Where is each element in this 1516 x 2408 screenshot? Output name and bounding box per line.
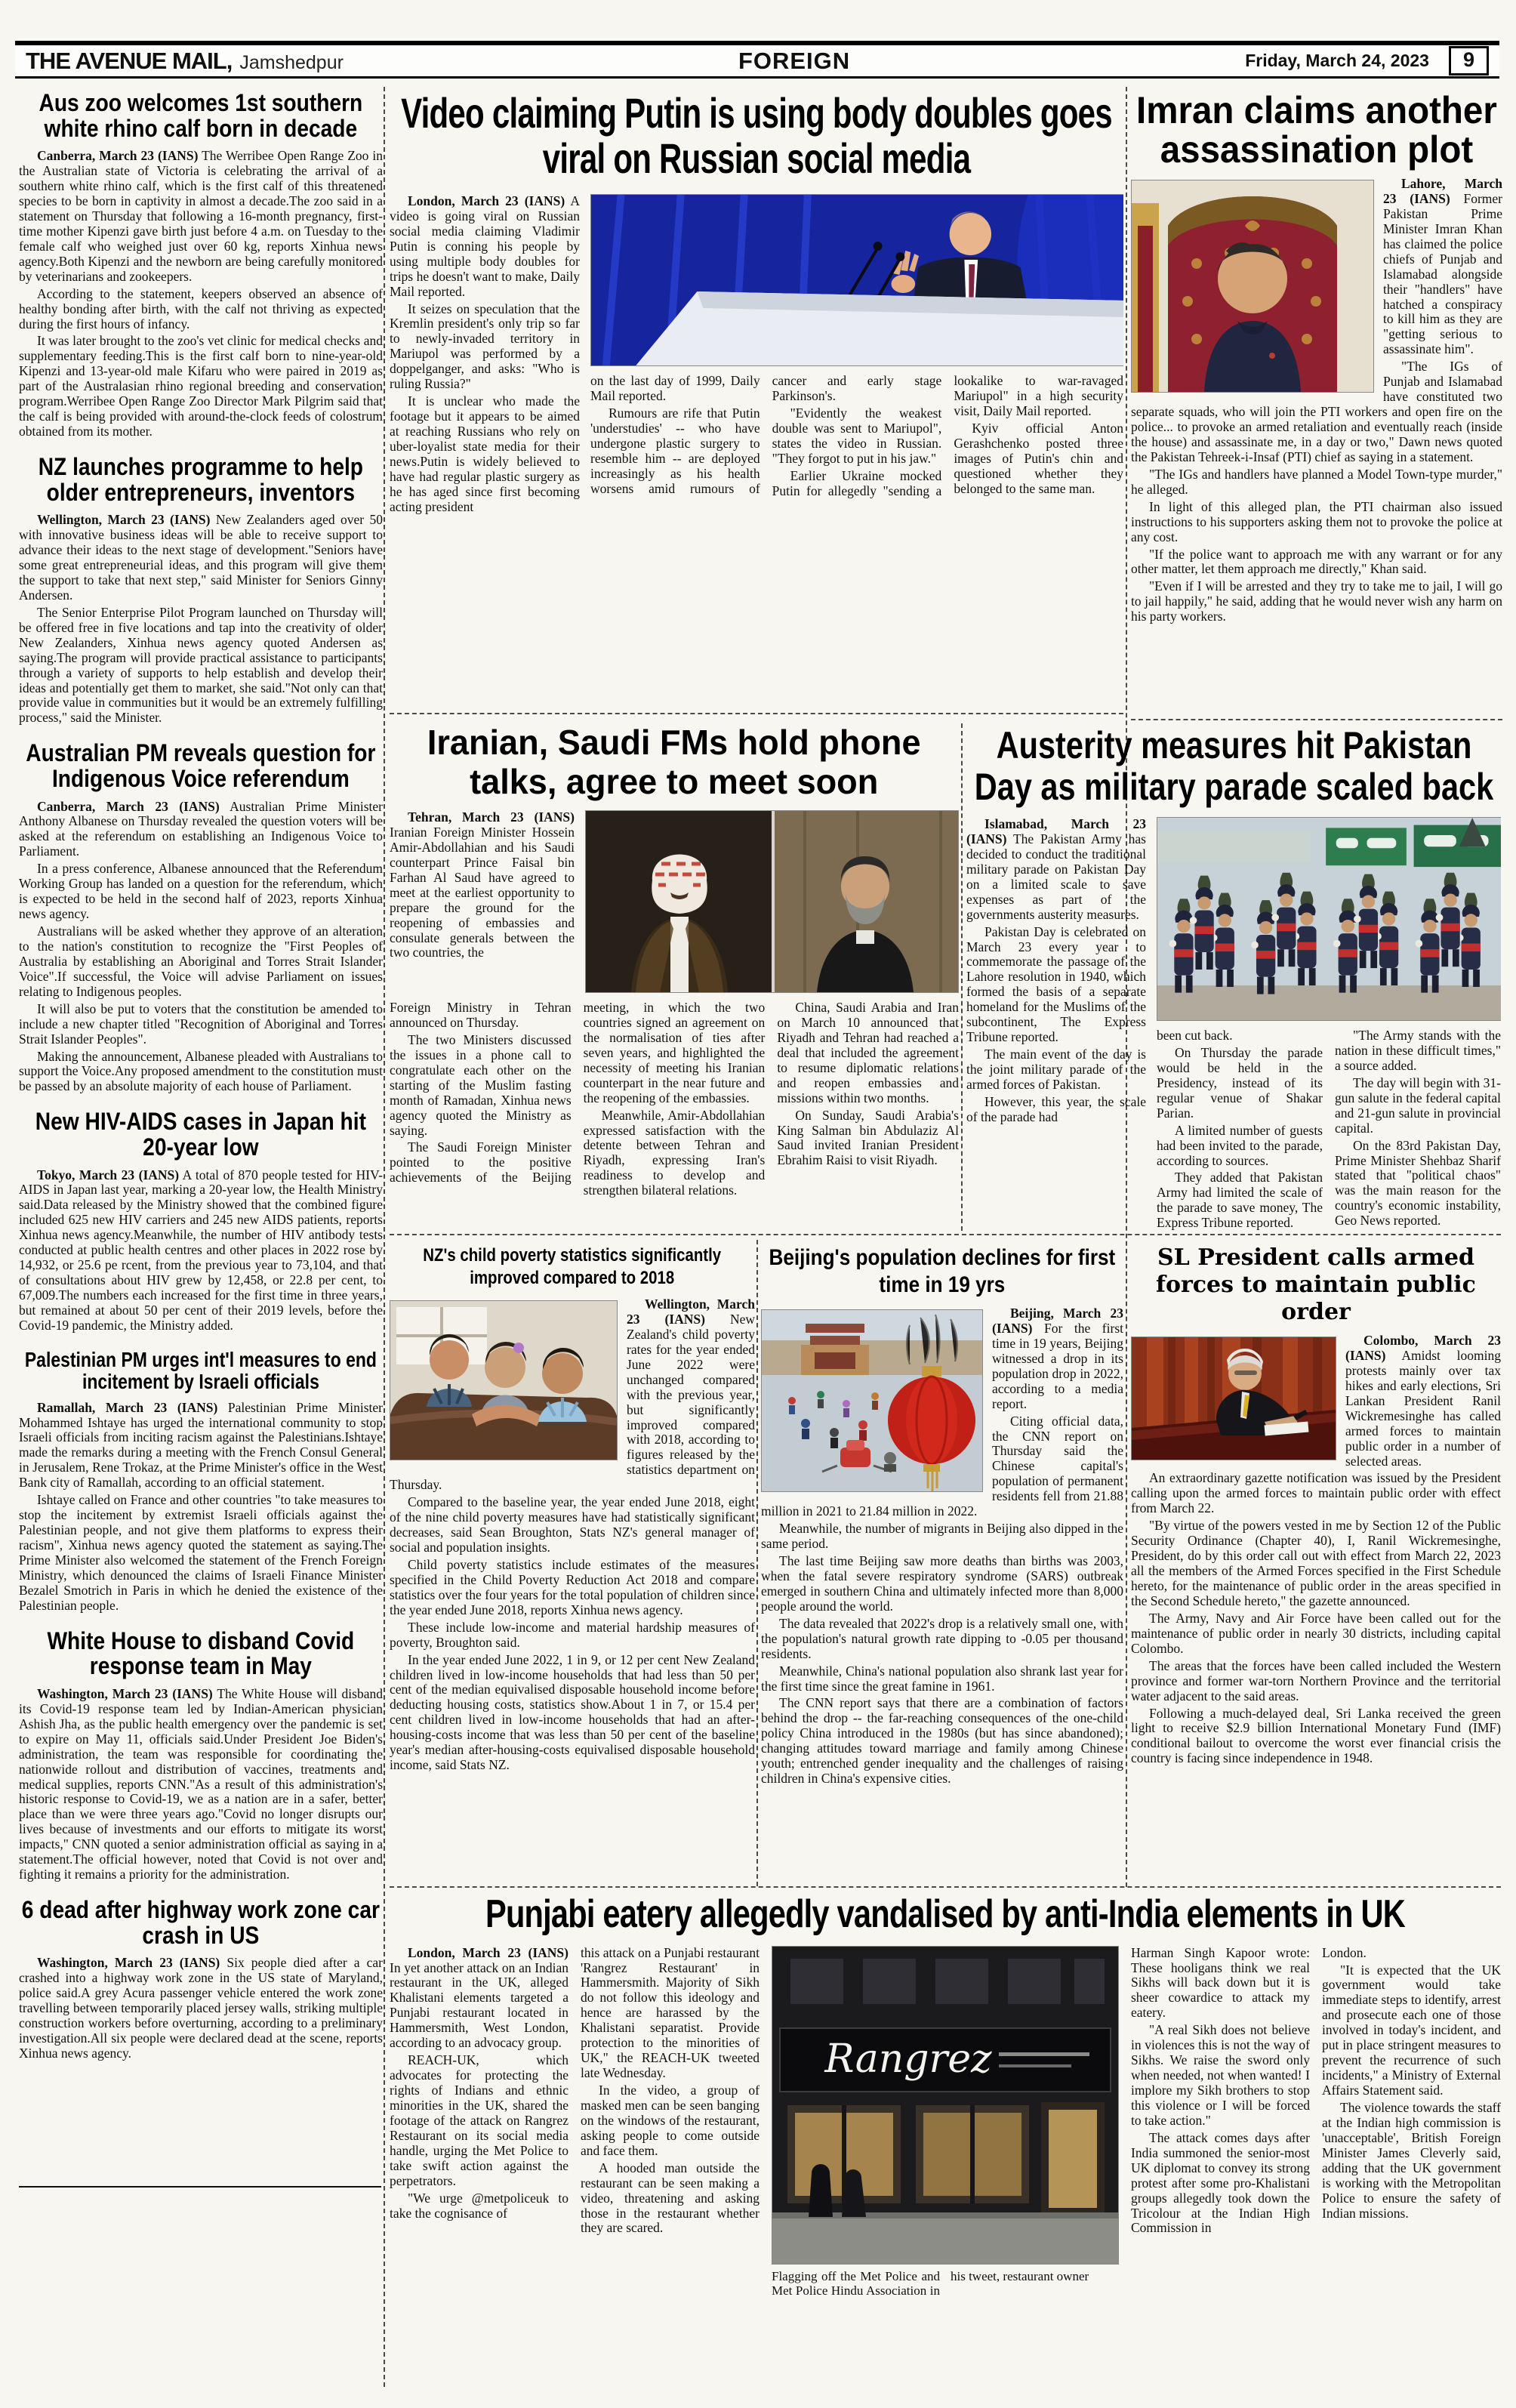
article-nz-programme (19, 455, 383, 726)
body-text: A total of 870 people tested for HIV-AIDS in Japan last year, marking a 20-year low, the Health Ministry said.Data released by the Ministry showed that the combined figure included 625 new HIV carriers and 245 new AIDS patients, reports Xinhua news agency.Meanwhile, the number of HIV antibody tests conducted at public health centres and other places in 2022 rose by 14,932, or 25.6 pe rcent, from the previous year to 73,104, and that of consultations about HIV grew by 12,458, or 22.8 per cent, to 67,009.The numbers each increased for the first time in three years, but remained at about 50 per cent of their 2019 levels, before the Covid-19 pandemic, the Ministry added. (19, 1167, 383, 1333)
section-separator (390, 1886, 1501, 1888)
body-paragraph: China, Saudi Arabia and Iran on March 10 announced that Riyadh and Tehran had reached a deal that included the agreement to resume diplomatic relations and reopen embassies and missions within two months. (777, 1000, 959, 1105)
body-text: The Pakistan Army has decided to conduct the traditional military parade on Pakistan Day on a limited scale to save expenses as part of the governments austerity measures. (966, 831, 1146, 922)
punjabi-col1 (390, 1946, 568, 2224)
article-white-house (19, 1626, 383, 1882)
dateline: Washington, March 23 (IANS) (37, 1685, 213, 1701)
body-paragraph: The violence towards the staff at the Indian high commission is 'unacceptable', British Foreign Minister James Cleverly said, adding that the UK government is working with the Metropolitan Police to ensure the safety of Indian missions. (1322, 2099, 1501, 2221)
body-paragraph (19, 1687, 383, 1882)
body-paragraph: On Sunday, Saudi Arabia's King Salman bin Abdulaziz Al Saud invited Iranian President Ebrahim Raisi to visit Riyadh. (777, 1107, 959, 1168)
headline: Video claiming Putin is using body doubles goes viral on Russian social media (401, 89, 1112, 183)
headline: Beijing's population declines for first time in 19 yrs (769, 1245, 1116, 1297)
body-paragraph: It seizes on speculation that the Kremlin president's only trip so far to newly-invaded territory in Mariupol was performed by a doppelganger, and asks: "Who is ruling Russia?" (390, 301, 580, 392)
body-paragraph: "By virtue of the powers vested in me by Section 12 of the Public Security Ordinance (Chapter 40), I, Ranil Wickremesinghe, President, do by this order call out with effect from March 22, 2023 all the members of the Armed Forces specified in the First Schedule hereto, for the maintenance of public order in the areas specified in the Second Schedule hereto," the gazette announced. (1131, 1518, 1501, 1608)
iran-continuation-columns (390, 1001, 959, 1198)
body-paragraph (966, 817, 1146, 923)
paper-name: THE AVENUE MAIL, (26, 47, 233, 74)
body-paragraph: The CNN report says that there are a combination of factors behind the drop -- the far-reaching consequences of the one-child policy China introduced in the 1980s (but has since abandoned); changing attitudes toward marriage and family among Chinese youth; entrenched gender inequality and the challenges of raising children in China's expensive cities. (761, 1695, 1123, 1787)
austerity-lead-column (966, 817, 1146, 1127)
dateline: Canberra, March 23 (IANS) (37, 798, 220, 814)
body-text: Six people died after a car crashed into a highway work zone in the US state of Maryland, police said.A grey Acura passenger vehicle entered the work zone travelling between temporarily placed jersey walls, striking multiple construction workers before overturning, according to a preliminary investigation.All six people were declared dead at the scene, reports Xinhua news agency. (19, 1955, 383, 2061)
headline: New HIV-AIDS cases in Japan hit 20-year low (35, 1108, 367, 1161)
article-imran-plot (1131, 89, 1502, 717)
body-paragraph: In the video, a group of masked men can be seen banging on the windows of the restaurant, asking people to come outside and face them. (581, 2083, 760, 2158)
body-text: A video is going viral on Russian social media claiming Vladimir Putin is conning his people by using multiple body doubles for trips he doesn't want to make, Daily Mail reported. (390, 193, 580, 299)
rangrez-restaurant-photo (772, 1946, 1119, 2265)
body-paragraph: It will also be put to voters that the constitution be amended to include a new chapter titled "Recognition of Aboriginal and Torres Strait Islander Peoples". (19, 1001, 383, 1047)
body-text: Amidst looming protests mainly over tax hikes and early elections, Sri Lankan President Ranil Wickremesinghe has called armed forces to maintain public order in a number of selected areas. (1345, 1347, 1501, 1469)
body-paragraph (19, 800, 383, 860)
body-paragraph: Compared to the baseline year, the year ended June 2018, eight of the nine child poverty measures have had statistically significant decreases, said Sean Broughton, Stats NZ's general manager of social and population insights. (390, 1494, 755, 1555)
dateline: Tehran, March 23 (IANS) (408, 809, 575, 825)
body-paragraph: London. (1322, 1944, 1367, 1960)
body-paragraph (390, 1946, 568, 2052)
body-paragraph: "The IGs and handlers have planned a Model Town-type murder," he alleged. (1131, 466, 1502, 497)
headline: Aus zoo welcomes 1st southern white rhino calf born in decade (39, 89, 363, 142)
headline: NZ's child poverty statistics significantly improved compared to 2018 (423, 1245, 722, 1288)
body-paragraph: Earlier Ukraine mocked Putin for allegedly "sending a lookalike to war-ravaged Mariupol" in a high security visit, Daily Mail reported. (772, 372, 1123, 498)
body-text: Former Pakistan Prime Minister Imran Khan has claimed the police chiefs of Punjab and Islamabad alongside their "handlers" have hatched a conspiracy to kill him as they are "getting serious to assassinate him". (1383, 190, 1502, 357)
body-paragraph: These include low-income and material hardship measures of poverty, Broughton said. (390, 1619, 755, 1650)
headline: Australian PM reveals question for Indigenous Voice referendum (26, 739, 376, 792)
article-aus-zoo (19, 91, 383, 439)
headline: NZ launches programme to help older entrepreneurs, inventors (38, 453, 364, 506)
body-paragraph: on the last day of 1999, Daily Mail reported. (590, 372, 760, 403)
putin-continuation-columns (590, 374, 1123, 499)
article-punjabi-eatery (390, 1892, 1501, 2391)
body-paragraph: "If the police want to approach me with any warrant or for any other matter, let them approach me directly," Khan said. (1131, 546, 1502, 577)
body-paragraph: The Senior Enterprise Pilot Program launched on Thursday will be offered free in five locations and tap into the creativity of older New Zealanders, Xinhua news agency quoted Andersen as saying.The program will provide practical assistance to participants through a variety of supports to help establish and develop their ideas and potentially get them to market, she said."Not only can that provide value in communities but it would be an extremely fulfilling process," said the Minister. (19, 604, 383, 726)
body-paragraph: The two Ministers discussed the issues in a phone call to congratulate each other on the starting of the Muslim fasting month of Ramadan, Xinhua news agency quoted the Ministry as saying. (390, 1031, 572, 1138)
punjabi-col2 (581, 1946, 760, 2239)
article-highway-crash (19, 1898, 383, 2061)
column-separator (961, 723, 963, 1231)
body-paragraph: In the year ended June 2022, 1 in 9, or 12 per cent New Zealand children lived in low-income households that had less than 50 per cent of the median equivalised disposable household income before deducting housing costs, statistics show.About 1 in 7, or 15.4 per cent children lived in low-income households that had an after-housing-costs income that was less than 50 per cent of the baseline year's median after-housing-costs equivalised disposable household income, said Stats NZ. (390, 1651, 755, 1773)
body-paragraph: The Saudi Foreign Minister pointed to the positive achievements of the Beijing meeting, in which the two countries signed an agreement on the normalisation of ties after seven years, and highlighted the necessity of meeting his Iranian counterpart in the near future and the reopening of the embassies. (390, 1000, 766, 1186)
body-paragraph: Making the announcement, Albanese pleaded with Australians to support the Voice.Any proposed amendment to the constitution must be passed by an absolute majority of each house of Parliament. (19, 1048, 383, 1094)
body-paragraph: "The IGs of Punjab and Islamabad have constituted two separate squads, who will join the PTI workers and open fire on the police... to provoke an armed retaliation and eventually reach (inside the house) and assassinate me, in a day or two," Dawn news quoted the Pakistan Tehreek-i-Insaf (PTI) chief as saying in a statement. (1131, 359, 1502, 464)
headline: Palestinian PM urges int'l measures to end incitement by Israeli officials (24, 1347, 377, 1394)
body-text: Iranian Foreign Minister Hossein Amir-Abdollahian and his Saudi counterpart Prince Faisal bin Farhan Al Saud have agreed to meet at the earliest opportunity to prepare the ground for the reopening of embassies and consulate generals between the two countries, the (390, 824, 575, 960)
putin-lead-column (390, 194, 580, 517)
page-header (15, 41, 1499, 79)
punjabi-article-columns (390, 1946, 1501, 2311)
body-text: Australian Prime Minister Anthony Albanese on Thursday revealed the question voters will be asked at the referendum on establishing an Indigenous Voice to Parliament. (19, 798, 383, 859)
putin-photo-column (590, 194, 1123, 499)
body-paragraph: On Thursday the parade would be held in the Presidency, instead of its regular venue of Shakar Parian. (1157, 1044, 1323, 1121)
iran-lead-column (390, 810, 575, 963)
body-paragraph (19, 149, 383, 284)
masthead-left (26, 48, 344, 75)
article-palestinian-pm (19, 1349, 383, 1614)
article-nz-child-poverty (390, 1243, 755, 1883)
masthead-right (1245, 46, 1489, 76)
headline: Punjabi eatery allegedly vandalised by anti-India elements in UK (485, 1892, 1405, 1936)
page-number: 9 (1449, 46, 1489, 76)
article-australian-pm (19, 741, 383, 1094)
body-paragraph: The last time Beijing saw more deaths than births was 2003, when the fatal severe respiratory syndrome (SARS) outbreak emerged in southern China and ultimately infected more than 8,000 people around the world. (761, 1553, 1123, 1614)
dateline: Ramallah, March 23 (IANS) (37, 1399, 218, 1415)
body-paragraph: Rumours are rife that Putin 'understudies' -- who have undergone plastic surgery to resemble him -- are deployed increasingly as his health worsens amid rumours of cancer and early stage Parkinson's. (590, 372, 942, 496)
punjabi-photo-block (772, 1946, 1119, 2311)
nz-poverty-body (390, 1297, 755, 1773)
article-hiv-japan (19, 1109, 383, 1333)
body-paragraph: It was later brought to the zoo's vet clinic for medical checks and supplementary feeding.This is the first calf born to nine-year-old Kipenzi and 13-year-old male Kifaru who were paired in 2019 as part of the Australasian rhino regional breeding and conservation program.Werribee Open Range Zoo Director Mark Pilgrim said that the calf is being provided with around-the-clock feeds of colostrum obtained from its mother. (19, 333, 383, 439)
headline: White House to disband Covid response team in May (47, 1626, 355, 1680)
column-separator (756, 1240, 758, 1886)
putin-speech-photo (590, 194, 1123, 366)
body-paragraph: Child poverty statistics include estimates of the measures specified in the Child Poverty Reduction Act 2018 and compare statistics over the four years for the total population of children since the year ended June 2018, reports Xinhua news agency. (390, 1556, 755, 1617)
body-paragraph: Ishtaye called on France and other countries "to take measures to stop the incitement by extremist Israeli officials against the Palestinian people, and not give them platforms to express their racism", Xinhua news agency quoted the statement as saying.The Prime Minister also welcomed the statement of the French Foreign Ministry, which denounced the claims of Israeli Finance Minister Bezalel Smotrich in Paris in which he denied the existence of the Palestinian people. (19, 1492, 383, 1613)
imran-article-body (1131, 177, 1502, 624)
punjabi-col5 (1322, 1946, 1501, 2224)
body-paragraph: Meanwhile, China's national population also shrank last year for the first time since the great famine in 1961. (761, 1663, 1123, 1694)
body-text: Palestinian Prime Minister Mohammed Ishtaye has urged the international community to stop Israeli officials from inciting racism against the Palestinians.Ishtaye made the remarks during a meeting with the French Consul General in Jerusalem, Rene Trokaz, at the Prime Minister's office in the West Bank city of Ramallah, according to an official statement. (19, 1399, 383, 1491)
body-paragraph: Following a much-delayed deal, Sri Lanka received the green light to receive $2.9 billion International Monetary Fund (IMF) conditional bailout to overcome the worst ever financial crisis the country is facing since independence in 1948. (1131, 1705, 1501, 1766)
left-column (19, 89, 383, 2185)
beijing-body (761, 1306, 1123, 1787)
body-paragraph: A limited number of guests had been invited to the parade, according to sources. (1157, 1122, 1323, 1168)
body-paragraph: "Even if I will be arrested and they try to take me to jail, I will go to jail happily," he said, adding that he would never wish any harm on his party workers. (1131, 578, 1502, 624)
dateline: Lahore, March 23 (IANS) (1383, 176, 1502, 206)
column-separator (384, 87, 385, 2387)
body-paragraph: "The Army stands with the nation in these difficult times," a source added. (1335, 1028, 1501, 1073)
body-paragraph (19, 1168, 383, 1333)
body-paragraph: In light of this alleged plan, the PTI chairman also issued instructions to his supporters asking them not to provoke the police at any cost. (1131, 498, 1502, 544)
rangrez-sign-text: Rangrez (824, 2036, 992, 2082)
headline: SL President calls armed forces to maintain public order (1156, 1244, 1476, 1325)
body-paragraph: "A real Sikh does not believe in violences this is not the way of Sikhs. We raise the sword only when needed, not when wanted! I implore my Sikh brothers to stop this violence or I will be forced to take action." (1131, 2022, 1310, 2128)
putin-article-layout (390, 194, 1123, 517)
body-paragraph (19, 1956, 383, 2061)
dateline: Wellington, March 23 (IANS) (627, 1296, 755, 1327)
dateline: Colombo, March 23 (IANS) (1345, 1333, 1501, 1363)
iran-saudi-fms-photo (585, 810, 959, 993)
headline: Iranian, Saudi FMs hold phone talks, agree to meet soon (427, 723, 921, 801)
sl-body (1131, 1333, 1501, 1766)
austerity-photo-column (1157, 817, 1501, 1231)
body-text: For the first time in 19 years, Beijing witnessed a drop in its population drop in 2022, according to a media report. (992, 1320, 1123, 1411)
body-text: The White House will disband its Covid-19 response team led by Indian-American physician Ashish Jha, as the public health emergency over the pandemic is set to expire on May 11, officials said.Under President Joe Biden's administration, the team was responsible for coordinating the nationwide rollout and distribution of vaccines, treatments and medical supplies, reports CNN."As a result of this administration's historic response to Covid-19, we as a nation are in a safer, better place than we were three years ago."Covid no longer disrupts our lives because of investments and our efforts to mitigate its worst impacts," CNN quoted a senior administration official as saying in a statement.The official however, noted that Covid is not over and fighting it remains a priority for the administration. (19, 1685, 383, 1882)
body-paragraph: The Army, Navy and Air Force have been called out for the maintenance of public order in nearly 30 districts, including capital Colombo. (1131, 1610, 1501, 1656)
nz-children-photo (390, 1300, 618, 1460)
body-paragraph: It is unclear who made the footage but it appears to be aimed at reaching Russians who rely on uber-loyalist state media for their news.Putin is widely believed to have had regular plastic surgery as he has aged since first becoming acting president (390, 393, 580, 514)
body-paragraph: The attack comes days after India summoned the senior-most UK diplomat to convey its strong protest after some pro-Khalistani groups allegedly took down the Tricolour at the Indian High Commission in (1131, 2129, 1310, 2236)
body-paragraph: "It is expected that the UK government would take immediate steps to identify, arrest and prosecute each one of those involved in today's incident, and put in place stringent measures to prevent the recurrence of such incidents," a Ministry of External Affairs Statement said. (1322, 1962, 1501, 2098)
body-paragraph: REACH-UK, which advocates for protecting the rights of Indians and ethnic minorities in the UK, shared the footage of the attack on Rangrez Restaurant on its social media handle, urging the Met Police to take swift action against the perpetrators. (390, 2052, 568, 2188)
dateline: Islamabad, March 23 (IANS) (966, 816, 1146, 846)
headline: Imran claims another assassination plot (1136, 89, 1497, 171)
body-paragraph (19, 1401, 383, 1491)
imran-khan-photo (1131, 180, 1374, 393)
body-paragraph: However, this year, the scale of the parade had (966, 1093, 1146, 1124)
dateline: Tokyo, March 23 (IANS) (37, 1167, 180, 1182)
body-paragraph: On the 83rd Pakistan Day, Prime Minister Shehbaz Sharif stated that "political chaos" was the main reason for the country's economic instability, Geo News reported. (1335, 1137, 1501, 1229)
body-paragraph: Meanwhile, the number of migrants in Beijing also dipped in the same period. (761, 1521, 1123, 1552)
austerity-article-layout (966, 817, 1501, 1231)
body-paragraph (390, 810, 575, 960)
body-paragraph: They added that Pakistan Army had limited the scale of the parade to save money, The Express Tribune reported. (1157, 1170, 1323, 1231)
dateline: Washington, March 23 (IANS) (37, 1955, 220, 1971)
body-text: New Zealand's child poverty rates for the year ended June 2022 were unchanged compared with the previous year, but significantly improved compared with 2018, according to figures released by the statistics department on Thursday. (390, 1311, 755, 1493)
body-paragraph: The main event of the day is the joint military parade of the armed forces of Pakistan. (966, 1047, 1146, 1092)
body-paragraph: "We urge @metpoliceuk to take the cognisance of (390, 2190, 568, 2221)
article-sl-president (1131, 1243, 1501, 1883)
article-iran-saudi-fms (390, 722, 959, 1231)
article-beijing-population (761, 1243, 1123, 1883)
article-putin-body-doubles (390, 89, 1123, 711)
body-paragraph: According to the statement, keepers observed an absence of healthy bonding after birth, with the calf not thriving as expected during the first hours of infancy. (19, 285, 383, 331)
section-separator (390, 713, 1123, 714)
body-paragraph (19, 513, 383, 603)
body-paragraph: been cut back. (1157, 1028, 1233, 1043)
dateline: Canberra, March 23 (IANS) (37, 148, 199, 164)
dateline: Wellington, March 23 (IANS) (37, 512, 211, 528)
body-paragraph (390, 194, 580, 300)
section-title: FOREIGN (738, 47, 851, 74)
body-paragraph: Citing official data, the CNN report on Thursday said the Chinese capital's population of permanent residents fell from 21.88 million in 2021 to 21.84 million in 2022. (761, 1413, 1123, 1519)
body-text: New Zealanders aged over 50 with innovative business ideas will be able to receive support to advance their ideas to the next stage of development."Seniors have some great entrepreneurial ideas, and this program will give them the support to take that next step," said Minister for Seniors Ginny Andersen. (19, 512, 383, 603)
photo-caption: Flagging off the Met Police and Met Police Hindu Association in his tweet, restaurant owner (772, 2268, 1089, 2299)
dateline: Beijing, March 23 (IANS) (992, 1306, 1123, 1336)
body-paragraph: this attack on a Punjabi restaurant 'Rangrez Restaurant' in Hammersmith. Majority of Sikh do not follow this ideology and hence are harassed by the Khalistani separatist. Provide protection to the minorities of UK," the REACH-UK tweeted late Wednesday. (581, 1944, 760, 2081)
body-paragraph: Australians will be asked whether they approve of an alteration to the nation's constitution to recognize the "First Peoples of Australia by establishing an Aboriginal and Torres Strait Islander Voice".If successful, the Voice will advise Parliament on issues relating to Indigenous peoples. (19, 923, 383, 999)
body-paragraph: Foreign Ministry in Tehran announced on Thursday. (390, 1000, 572, 1030)
dateline: London, March 23 (IANS) (408, 1944, 568, 1960)
pakistan-parade-photo (1157, 817, 1501, 1021)
body-text: In yet another attack on an Indian restaurant in the UK, alleged Khalistani elements targeted a Punjabi restaurant located in Hammersmith, West London, according to an advocacy group. (390, 1959, 568, 2051)
body-paragraph: Kyiv official Anton Gerashchenko posted three images of Putin's chin and questioned whether they belonged to the same man. (954, 420, 1123, 496)
left-column-end-rule (19, 2186, 381, 2188)
body-paragraph: In a press conference, Albanese announced that the Referendum Working Group has landed on a question for the referendum, which is expected to be held in the second half of 2023, reports Xinhua news agency. (19, 861, 383, 922)
body-paragraph: The areas that the forces have been called included the Western province and former war-torn Northern Province and the territorial water adjacent to the said areas. (1131, 1657, 1501, 1703)
body-paragraph: Meanwhile, Amir-Abdollahian expressed satisfaction with the detente between Tehran and Riyadh, expressing Iran's readiness to develop and strengthen bilateral relations. (583, 1107, 766, 1198)
body-paragraph: A hooded man outside the restaurant can be seen making a video, threatening and asking those in the restaurant whether they are scared. (581, 2160, 760, 2236)
headline: Austerity measures hit Pakistan Day as military parade scaled back (974, 724, 1493, 808)
body-text: The Werribee Open Range Zoo in the Australian state of Victoria is celebrating the arrival of a southern white rhino calf, which is the first calf of this threatened species to be born in captivity in almost a decade.The zoo said in a statement on Thursday that following a 16-month pregnancy, first-time mother Kipenzi gave birth just before 4 a.m. on Tuesday to the female calf who weighed just over 60 kg, reports Xinhua news agency.Both Kipenzi and the newborn are being carefully monitored by veterinarians and zookeepers. (19, 148, 383, 284)
body-paragraph: Harman Singh Kapoor wrote: These hooligans think we real Sikhs will back down but it is sheer cowardice to attack my eatery. (1131, 1944, 1310, 2021)
section-separator (1131, 719, 1502, 720)
sl-president-signing-photo (1131, 1337, 1336, 1460)
body-paragraph: The data revealed that 2022's drop is a relatively small one, with the population's natural growth rate dipping to -0.05 per thousand residents. (761, 1615, 1123, 1661)
body-paragraph: "Evidently the weakest double was sent to Mariupol", states the video in Russian. "They forgot to put in his jaw." (772, 405, 942, 466)
section-separator (390, 1234, 1501, 1235)
body-paragraph: An extraordinary gazette notification was issued by the President calling upon the armed forces to maintain public order with effect from March 22. (1131, 1470, 1501, 1516)
body-paragraph: Pakistan Day is celebrated on March 23 every year to commemorate the passage of the Lahore resolution in 1940, which formed the basis of a separate homeland for the Muslims of the subcontinent, The Express Tribune reported. (966, 923, 1146, 1045)
dateline: London, March 23 (IANS) (408, 193, 565, 208)
beijing-ice-rink-photo (761, 1309, 983, 1492)
punjabi-col4 (1131, 1946, 1310, 2239)
paper-city: Jamshedpur (239, 51, 344, 73)
page-date: Friday, March 24, 2023 (1245, 51, 1429, 70)
austerity-continuation-columns (1157, 1028, 1501, 1231)
body-paragraph: The day will begin with 31-gun salute in the federal capital and 21-gun salute in provincial capital. (1335, 1075, 1501, 1136)
article-pakistan-austerity (966, 723, 1501, 1231)
iran-article-layout (390, 810, 959, 993)
headline: 6 dead after highway work zone car crash in US (21, 1896, 381, 1949)
